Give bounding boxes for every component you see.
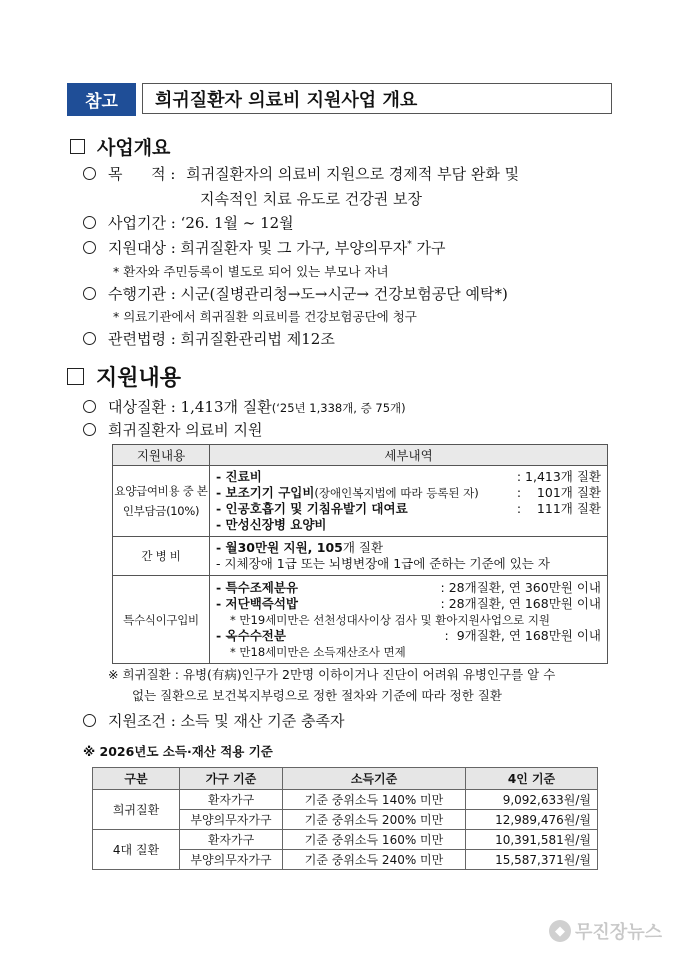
- group-cell: 4대 질환: [93, 830, 180, 870]
- list-item: - 인공호흡기 및 기침유발기 대여료 : 111개 질환: [216, 501, 601, 516]
- purpose-line: [83, 163, 519, 184]
- law-line: [83, 328, 335, 349]
- table-header: 소득기준: [283, 768, 466, 790]
- income-table-title: ※ 2026년도 소득·재산 적용 기준: [83, 744, 273, 759]
- support-detail-table: [112, 444, 608, 664]
- target-text: 지원대상 : 희귀질환자 및 그 가구, 부양의무자: [108, 239, 408, 257]
- special-diet-details: [210, 576, 608, 664]
- income-cell: 기준 중위소득 240% 미만: [283, 850, 466, 870]
- household-cell: 환자가구: [180, 830, 283, 850]
- household-cell: 부양의무자가구: [180, 810, 283, 830]
- circle-bullet-icon: [83, 241, 96, 254]
- news-logo-icon: ◆: [549, 920, 571, 942]
- circle-bullet-icon: [83, 332, 96, 345]
- table-header: 가구 기준: [180, 768, 283, 790]
- table-header: 구분: [93, 768, 180, 790]
- group-cell: 희귀질환: [93, 790, 180, 830]
- target-note: * 환자와 주민등록이 별도로 되어 있는 부모나 자녀: [113, 264, 389, 279]
- amount-cell: 9,092,633원/월: [466, 790, 598, 810]
- header-tag: 참고: [67, 83, 136, 116]
- table-header: 지원내용: [113, 445, 210, 466]
- amount-cell: 15,587,371원/월: [466, 850, 598, 870]
- row-label-special-diet: 특수식이구입비: [113, 576, 210, 664]
- section-heading-text: 지원내용: [96, 366, 182, 391]
- checkbox-square-icon: [70, 139, 85, 154]
- care-details: [210, 537, 608, 576]
- list-item: - 저단백즉석밥 : 28개질환, 연 168만원 이내: [216, 595, 601, 611]
- agency-line: [83, 283, 508, 304]
- watermark: [549, 918, 662, 944]
- list-item: - 특수조제분유 : 28개질환, 연 360만원 이내: [216, 579, 601, 595]
- income-criteria-table: [92, 767, 598, 870]
- section-heading-content: [67, 361, 181, 392]
- household-cell: 부양의무자가구: [180, 850, 283, 870]
- circle-bullet-icon: [83, 287, 96, 300]
- purpose-text-2: 지속적인 치료 유도로 건강권 보장: [200, 190, 422, 208]
- list-item: - 월30만원 지원, 105 개 질환: [216, 540, 384, 555]
- table-row: [93, 830, 598, 850]
- section-heading-overview: [70, 133, 170, 160]
- target-footnote-mark: *: [407, 240, 412, 250]
- list-item: - 진료비 : 1,413개 질환: [216, 469, 601, 484]
- target-line: [83, 237, 446, 258]
- agency-text: 수행기관 : 시군(질병관리청→도→시군→ 건강보험공단 예탁*): [108, 285, 508, 303]
- condition-text: 지원조건 : 소득 및 재산 기준 충족자: [108, 712, 345, 730]
- section-heading-text: 사업개요: [97, 137, 171, 159]
- period-line: [83, 212, 294, 233]
- income-cell: 기준 중위소득 160% 미만: [283, 830, 466, 850]
- circle-bullet-icon: [83, 423, 96, 436]
- list-item: - 지체장애 1급 또는 뇌병변장애 1급에 준하는 기준에 있는 자: [216, 556, 550, 571]
- amount-cell: 10,391,581원/월: [466, 830, 598, 850]
- income-cell: 기준 중위소득 140% 미만: [283, 790, 466, 810]
- diseases-note: (‘25년 1,338개, 증 75개): [271, 401, 406, 415]
- table-header: 세부내역: [210, 445, 608, 466]
- list-item: - 보조기기 구입비(장애인복지법에 따라 등록된 자) : 101개 질환: [216, 485, 601, 500]
- watermark-text: 무진장뉴스: [575, 922, 662, 943]
- target-text-end: 가구: [411, 239, 446, 257]
- law-text: 관련법령 : 희귀질환관리법 제12조: [108, 330, 335, 348]
- rare-disease-definition-2: 없는 질환으로 보건복지부령으로 정한 절차와 기준에 따라 정한 질환: [132, 688, 502, 703]
- support-text: 희귀질환자 의료비 지원: [108, 421, 263, 439]
- purpose-label: 목 적 :: [108, 165, 176, 183]
- table-row: [93, 790, 598, 810]
- household-cell: 환자가구: [180, 790, 283, 810]
- copay-details: [210, 466, 608, 537]
- circle-bullet-icon: [83, 400, 96, 413]
- row-label-copay: 요양급여비용 중 본인부담금(10%): [113, 466, 210, 537]
- list-item: - 만성신장병 요양비: [216, 517, 327, 532]
- purpose-text-1: 희귀질환자의 의료비 지원으로 경제적 부담 완화 및: [186, 165, 520, 183]
- amount-cell: 12,989,476원/월: [466, 810, 598, 830]
- income-cell: 기준 중위소득 200% 미만: [283, 810, 466, 830]
- condition-line: [83, 710, 345, 731]
- table-header: 4인 기준: [466, 768, 598, 790]
- rare-disease-definition-1: ※ 희귀질환 : 유병(有病)인구가 2만명 이하이거나 진단이 어려워 유병인구를 알 수: [108, 667, 556, 682]
- diseases-line: [83, 396, 406, 417]
- list-item: - 옥수수전분 : 9개질환, 연 168만원 이내: [216, 627, 601, 643]
- diseases-text: 대상질환 : 1,413개 질환: [108, 398, 272, 416]
- agency-note: * 의료기관에서 희귀질환 의료비를 건강보험공단에 청구: [113, 309, 417, 324]
- support-line: [83, 419, 262, 440]
- checkbox-square-icon: [67, 368, 84, 385]
- period-text: 사업기간 : ‘26. 1월 ~ 12월: [108, 214, 294, 232]
- circle-bullet-icon: [83, 167, 96, 180]
- row-label-care: 간 병 비: [113, 537, 210, 576]
- list-note: * 만19세미만은 선천성대사이상 검사 및 환아지원사업으로 지원: [230, 612, 551, 627]
- page-title: 희귀질환자 의료비 지원사업 개요: [142, 83, 612, 114]
- circle-bullet-icon: [83, 216, 96, 229]
- circle-bullet-icon: [83, 714, 96, 727]
- list-note: * 만18세미만은 소득재산조사 면제: [230, 644, 406, 659]
